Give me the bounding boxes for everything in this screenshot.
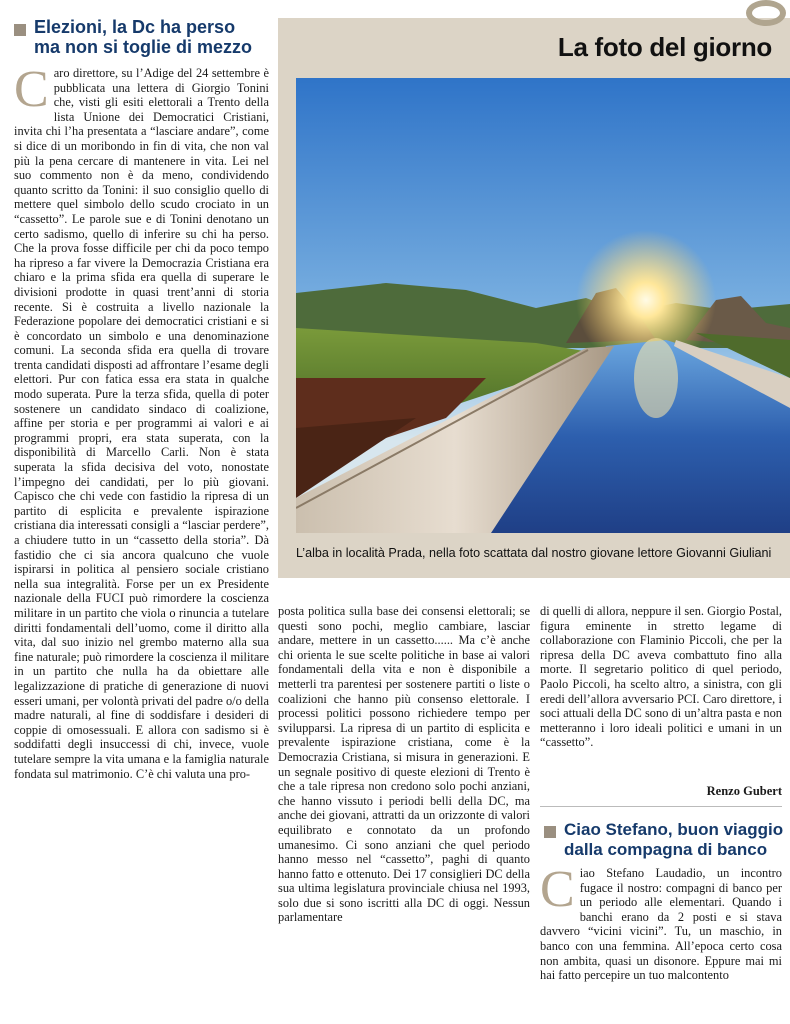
right-article-text: iao Stefano Laudadio, un incontro fugace il nostro: compagni di banco per un periodo alle elementari. Quando i banchi erano da 2 posti e si stava davvero “vicini vicini”. Tu, un maschio, in banco con una femmina. All’epoca certo cosa non ambita, quasi un disonore. Eppure mai mi hai fatto percepire un tuo malcontento	[540, 866, 782, 983]
photo-of-the-day-box	[278, 18, 790, 578]
right-headline-line1: Ciao Stefano, buon viaggio	[564, 820, 784, 839]
article-divider	[540, 806, 782, 807]
left-article-column-3	[540, 604, 782, 782]
right-article-body	[540, 866, 782, 1020]
left-headline-line2: ma non si toglie di mezzo	[34, 37, 253, 57]
left-article-dropcap: C	[14, 66, 49, 118]
right-article-dropcap: C	[540, 866, 575, 918]
photo-caption: L’alba in località Prada, nella foto scattata dal nostro giovane lettore Giovanni Giuliani	[296, 546, 772, 560]
sunrise-landscape-illustration	[296, 78, 790, 533]
section-marker-square	[14, 24, 26, 36]
decorative-corner-mark	[746, 0, 786, 26]
left-article-body-col1: aro direttore, su l’Adige del 24 settembre è pubblicata una lettera di Giorgio Tonini che, visti gli esiti elettorali a Trento della lista Unione dei Democratici Cristiani, invita chi l’ha presentata a “lasciare andare”, come si dice di un moribondo in fin di vita, che non val più la pena cercare di mantenere in vita. Lei nel suo commento non è da meno, condividendo quanto scritto da Tonini: il suo consiglio quello di mettere quel simbolo dello scudo crociato in un “cassetto”. Le parole sue e di Tonini denotano un certo sadismo, quello di inferire su chi ha perso. Che la prova fosse difficile per chi da poco tempo ha ripreso a far vivere la Democrazia Cristiana era chiaro e la prima sfida era quella di superare le divisioni prodotte in quasi trent’anni di storia recente. Si è costruita a livello nazionale la Federazione popolare dei democratici cristiani e si è concordato un simbolo e una denominazione comuni. La seconda sfida era quella di trovare trenta candidati disposti ad affrontare l’esame degli elettori. Pur con fatica essa era stata in qualche modo superata. Pure la terza sfida, quella di poter sostenere un candidato sindaco di coalizione, affine per storia e per programmi ai valori e ai programmi propri, era stata superata, con la disponibilità di Marcello Carli. Non è stata superata la sfida decisiva del voto, nonostate l’impegno dei candidati, per lo più giovani. Capisco che chi vede con fastidio la ripresa di un partito di esplicita e prevalente ispirazione cristiana dia interessati consigli a “lasciar perdere”, a chiudere tutto in un “cassetto della storia”. Dà fastidio che ci sia ancora qualcuno che vuole ispirarsi in politica al pensiero sociale cristiano nella sua integralità. Forse per un ex Presidente nazionale della FUCI può rimordere la coscienza militare in un partito che viola o rinuncia a tutelare diritti fondamentali dell’uomo, come il diritto alla vita, dal suo inizio nel grembo materno alla sua fine naturale; può rimordere la coscienza il militare in un partito che nulla ha da obiettare alle legalizzazione di pratiche di generazione di nuovi esseri umani, per volontà privati del padre o/o della madre naturali, al fine di soddisfare i desideri di coppie di omosessuali. E allora con sadismo si è soddifatti degli insuccessi di chi, invece, vuole tutelare sempre la vita umana e la famiglia naturale fondata sul matrimonio. C’è chi valuta una pro-	[14, 66, 269, 781]
right-article-headline	[564, 820, 783, 860]
sunrise-photo	[296, 78, 790, 533]
left-headline-line1: Elezioni, la Dc ha perso	[34, 17, 236, 37]
left-article-body-col3: di quelli di allora, neppure il sen. Giorgio Postal, figura eminente in stretto legame di collaborazione con Flaminio Piccoli, che per la ripresa della DC aveva combattuto fino alla morte. Il segretario politico di quel periodo, Paolo Piccoli, ha scelto altro, a sinistra, con gli eredi dell’allora avversario PCI. Caro direttore, i soci attuali della DC sono di un’altra pasta e non metteranno i loro ideali politici e umani in un “cassetto”.	[540, 604, 782, 750]
left-article-column-1	[14, 66, 269, 1018]
left-article-column-2	[278, 604, 530, 1020]
section-marker-square-2	[544, 826, 556, 838]
author-signature: Renzo Gubert	[706, 784, 782, 798]
left-article-body-col2: posta politica sulla base dei consensi elettorali; se questi sono pochi, meglio cambiare, lasciar andare, mettere in un cassetto...... Ma c’è anche chi orienta le sue scelte politiche in base ai valori fondamentali della vita e non è disponibile a metterli tra parentesi per sostenere partiti o liste o coalizioni che hanno più consenso elettorale. I processi politici possono richiedere tempo per svilupparsi. La ripresa di un partito di esplicita e prevalente ispirazione cristiana, come è la Democrazia Cristiana, si misura in generazioni. E un segnale positivo di queste elezioni di Trento è che a tale ripresa non credono solo pochi anziani, che hanno vissuto i periodi belli della DC, ma anche dei giovani, attratti da un orizzonte di valori equilibrato e connotato da un profondo umanesimo. Ci sono anziani che quel periodo hanno messo nel “cassetto”, paghi di quanto hanno fatto e ottenuto. Dei 17 consiglieri DC della sua ultima legislatura provinciale chiusa nel 1993, solo due si sono iscritti alla DC di oggi. Nessun parlamentare	[278, 604, 530, 925]
photo-feature-title: La foto del giorno	[557, 32, 772, 62]
right-headline-line2: dalla compagna di banco	[564, 840, 768, 859]
left-article-headline	[34, 17, 252, 57]
